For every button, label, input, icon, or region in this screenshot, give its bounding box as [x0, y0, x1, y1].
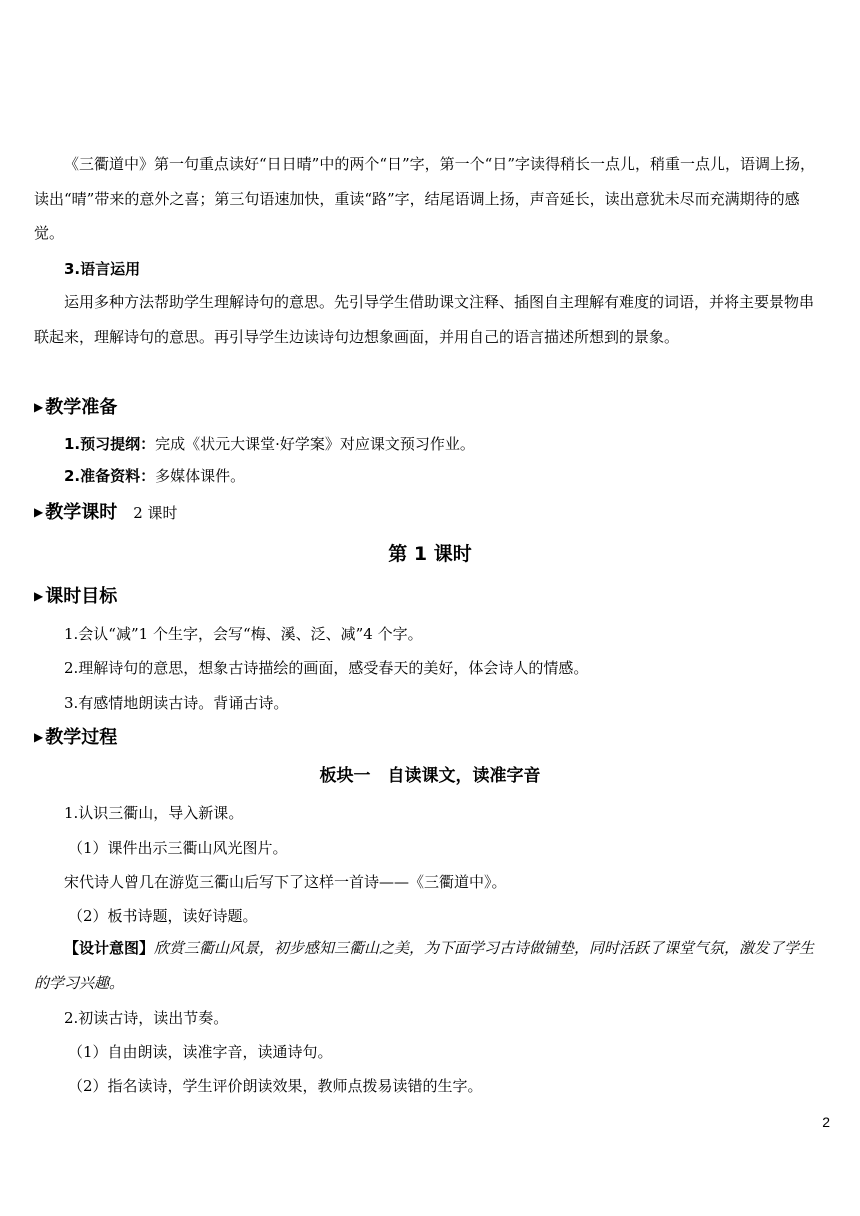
- step-2b: （2）指名读诗，学生评价朗读效果，教师点拨易读错的生字。: [68, 1077, 483, 1095]
- step-2a: （1）自由朗读，读准字音，读通诗句。: [68, 1043, 333, 1061]
- step-1a: （1）课件出示三衢山风光图片。: [68, 839, 288, 857]
- step-2: 2.初读古诗，读出节奏。: [64, 1009, 229, 1027]
- prep-item-label: 2.准备资料：: [64, 467, 156, 485]
- block-title: 板块一 自读课文，读准字音: [319, 766, 541, 786]
- prep-item-label: 1.预习提纲：: [64, 435, 156, 453]
- goal-item: 2.理解诗句的意思，想象古诗描绘的画面，感受春天的美好，体会诗人的情感。: [64, 659, 589, 677]
- step-1: 1.认识三衢山，导入新课。: [64, 804, 244, 822]
- paragraph-reading-guidance: 《三衢道中》第一句重点读好“日日晴”中的两个“日”字，第一个“日”字读得稍长一点儿，稍重一点儿，语调上扬，读出“晴”带来的意外之喜；第三句语速加快，重读“路”字，结尾语调上扬，声音延长，读出意犹未尽而充满期待的感觉。: [34, 155, 816, 242]
- hours-value: 2 课时: [133, 504, 178, 522]
- section-title: 教学课时: [45, 502, 118, 523]
- design-intent-text: 欣赏三衢山风景，初步感知三衢山之美，为下面学习古诗做铺垫，同时活跃了课堂气氛，激发了学生的学习兴趣。: [34, 939, 815, 992]
- triangle-bullet-icon: ▶: [34, 730, 44, 744]
- goal-item: 1.会认“减”1 个生字，会写“梅、溪、泛、减”4 个字。: [64, 625, 423, 643]
- design-intent-paragraph: [34, 931, 826, 1000]
- paragraph-language-use: 运用多种方法帮助学生理解诗句的意思。先引导学生借助课文注释、插图自主理解有难度的词语，并将主要景物串联起来，理解诗句的意思。再引导学生边读诗句边想象画面，并用自己的语言描述所想到的景象。: [34, 293, 815, 346]
- prep-item-2: [64, 466, 245, 486]
- prep-item-text: 多媒体课件。: [155, 467, 246, 485]
- prep-item-1: [64, 434, 475, 454]
- section-heading-prep: [34, 395, 117, 420]
- subheading-language-use: 3.语言运用: [64, 260, 141, 278]
- section-title: 教学准备: [45, 397, 118, 418]
- section-heading-goals: [34, 584, 117, 609]
- triangle-bullet-icon: ▶: [34, 400, 44, 414]
- design-intent-label: 【设计意图】: [64, 939, 155, 957]
- triangle-bullet-icon: ▶: [34, 589, 44, 603]
- section-title: 教学过程: [45, 727, 118, 748]
- step-1c: （2）板书诗题，读好诗题。: [68, 907, 258, 925]
- section-heading-hours: [34, 500, 178, 525]
- prep-item-text: 完成《状元大课堂·好学案》对应课文预习作业。: [155, 435, 475, 453]
- page-number: 2: [822, 1114, 830, 1130]
- goal-item: 3.有感情地朗读古诗。背诵古诗。: [64, 694, 289, 712]
- lesson-title: 第 1 课时: [388, 543, 472, 565]
- step-1-note: 宋代诗人曾几在游览三衢山后写下了这样一首诗——《三衢道中》。: [64, 873, 507, 891]
- triangle-bullet-icon: ▶: [34, 505, 44, 519]
- section-title: 课时目标: [45, 586, 118, 607]
- section-heading-process: [34, 725, 117, 750]
